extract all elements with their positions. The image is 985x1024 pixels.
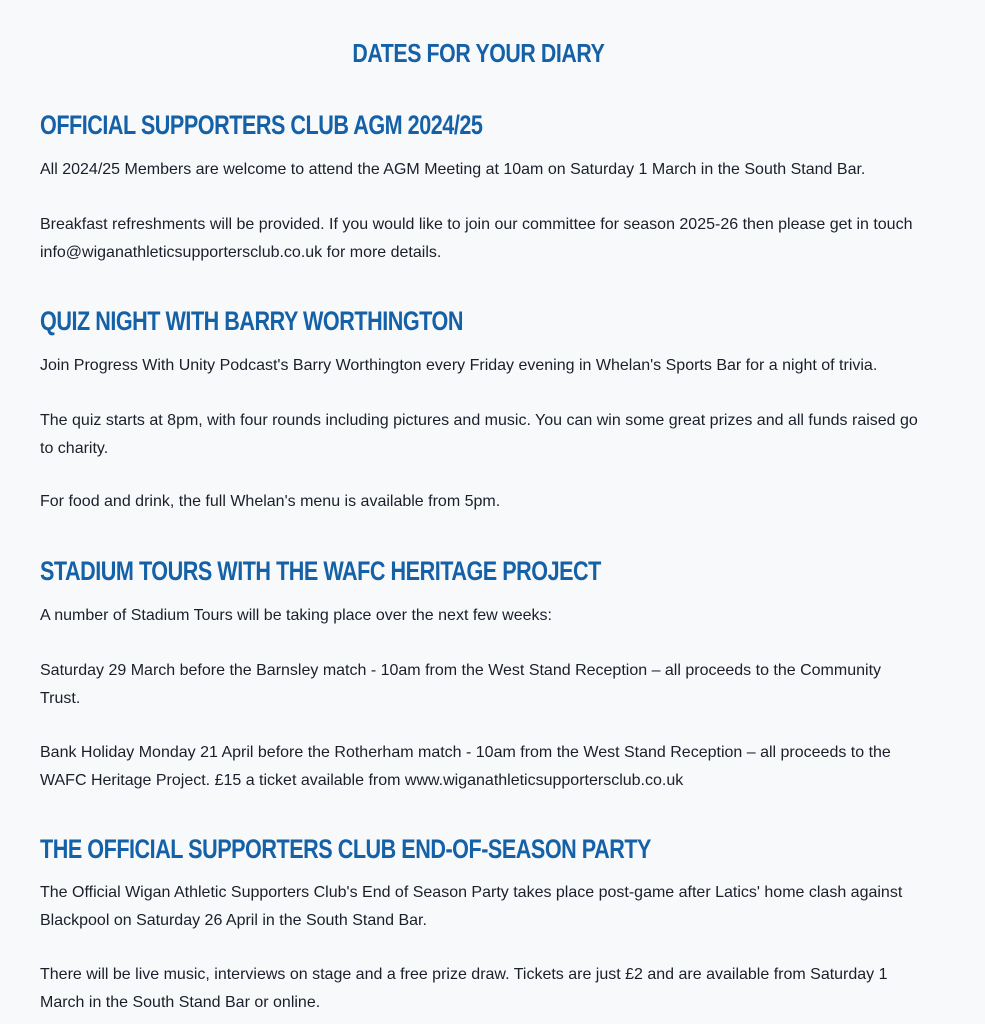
party-paragraph-1: The Official Wigan Athletic Supporters Club's End of Season Party takes place post-game after Latics' home clash against Blackpool on Saturday 26 April in the South Stand Bar. — [40, 884, 903, 929]
quiz-paragraph-1: Join Progress With Unity Podcast's Barry Worthington every Friday evening in Whelan's Sports Bar for a night of trivia. — [40, 357, 878, 374]
agm-paragraph-1: All 2024/25 Members are welcome to attend the AGM Meeting at 10am on Saturday 1 March in the South Stand Bar. — [40, 161, 866, 178]
tours-paragraph-1: A number of Stadium Tours will be taking place over the next few weeks: — [40, 607, 552, 624]
tours-paragraph-3: Bank Holiday Monday 21 April before the Rotherham match - 10am from the West Stand Reception – all proceeds to the WAFC Heritage Project. £15 a ticket available from www.wiganathleticsupportersclub.co.uk — [40, 744, 891, 789]
section-heading-stadium-tours: STADIUM TOURS WITH THE WAFC HERITAGE PROJECT — [40, 556, 601, 586]
section-heading-end-of-season-party: THE OFFICIAL SUPPORTERS CLUB END-OF-SEASON PARTY — [40, 834, 651, 864]
section-heading-agm: OFFICIAL SUPPORTERS CLUB AGM 2024/25 — [40, 110, 483, 140]
section-heading-quiz-night: QUIZ NIGHT WITH BARRY WORTHINGTON — [40, 306, 463, 336]
tours-paragraph-2: Saturday 29 March before the Barnsley match - 10am from the West Stand Reception – all proceeds to the Community Trust. — [40, 662, 882, 707]
page-title: DATES FOR YOUR DIARY — [352, 38, 605, 68]
quiz-paragraph-3: For food and drink, the full Whelan's menu is available from 5pm. — [40, 493, 501, 510]
party-paragraph-2: There will be live music, interviews on stage and a free prize draw. Tickets are just £2 and are available from Saturday 1 March in the South Stand Bar or online. — [40, 966, 888, 1011]
quiz-paragraph-2: The quiz starts at 8pm, with four rounds including pictures and music. You can win some great prizes and all funds raised go to charity. — [40, 412, 918, 457]
agm-paragraph-2: Breakfast refreshments will be provided. If you would like to join our committee for season 2025-26 then please get in touch info@wiganathleticsupportersclub.co.uk for more details. — [40, 216, 913, 261]
